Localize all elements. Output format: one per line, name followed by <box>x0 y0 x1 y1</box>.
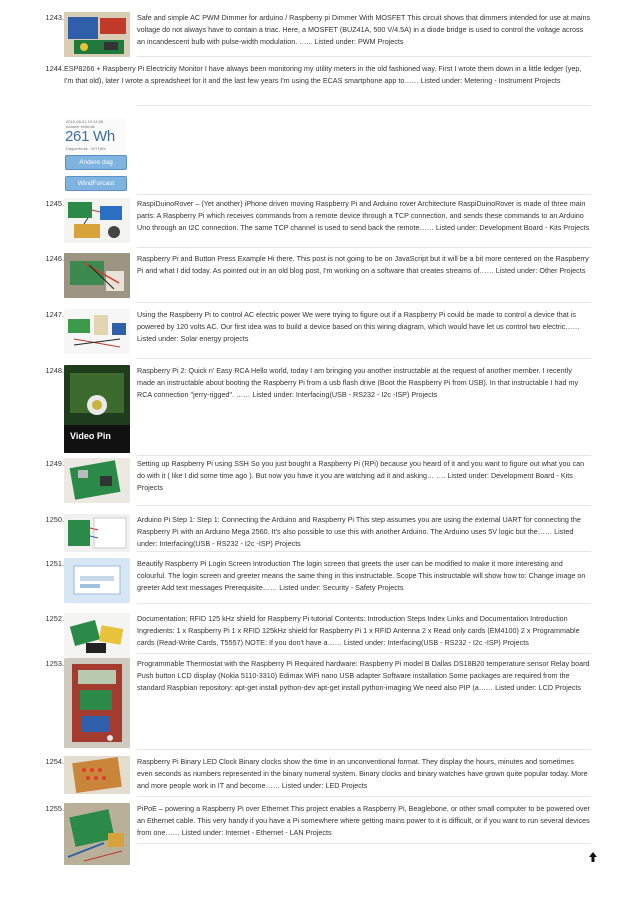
entry-number: 1246. <box>45 254 64 263</box>
project-thumbnail[interactable] <box>64 558 130 603</box>
project-thumbnail[interactable] <box>64 253 130 298</box>
separator <box>137 749 591 750</box>
separator <box>137 247 591 248</box>
wind-forecast-button[interactable]: WindForcast <box>65 176 127 191</box>
entry-description: Raspberry Pi 2: Quick n' Easy RCA Hello world, today I am bringing you another instructable at the request of another member. I recently made an instructable about booting the Raspberry Pi from a usb flash drive (Boot the Raspberry Pi from USB). In that instructable I had my RCA connection "jerry-rigged". …… Listed under: Interfacing(USB - RS232 - I2c -ISP) Projects <box>137 366 579 399</box>
power-timestamp: 2015-08-01 19:13:58 <box>66 119 104 124</box>
separator <box>137 455 591 456</box>
power-caption: Actueel verbruik <box>66 124 95 129</box>
separator <box>137 653 591 654</box>
entry-number: 1248. <box>45 366 64 375</box>
entry-number: 1249. <box>45 459 64 468</box>
entry-description: Beautify Raspberry Pi Login Screen Introduction The login screen that greets the user can be modified to make it more interesting and colourful. The login screen and greeter means the same thing in this instructable. Scope This instructable will show how to: Change image on greeter Add text messages Prerequisite…… Listed under: Security - Safety Projects <box>137 559 586 592</box>
entry-description: Arduino Pi Step 1: Step 1: Connecting the Arduino and Raspberry Pi This step assumes you are using the external UART for connecting the Raspberry Pi with an Arduino Mega 2560. It's also possible to use this with another Arduino. The Arduino uses 5V logic but the…… Listed under: Interfacing(USB - RS232 - I2c -ISP) Projects <box>137 515 581 548</box>
entry-description: Safe and simple AC PWM Dimmer for arduino / Raspberry pi Dimmer With MOSFET This circuit shows that dimmers intended for use at mains voltage do not always have to contain a triac. Here, a MOSFET (BUZ41A, 500 V/4.5A) in a diode bridge is used to control the voltage across an incandescent bulb with pulse-width modulation. …... Listed under: PWM Projects <box>137 13 591 46</box>
project-thumbnail[interactable] <box>64 309 130 354</box>
project-thumbnail[interactable] <box>64 756 130 794</box>
project-thumbnail[interactable] <box>64 514 130 552</box>
project-thumbnail[interactable] <box>64 613 130 658</box>
project-thumbnail[interactable] <box>64 458 130 503</box>
entry-description: ESP8266 + Raspberry Pi Electricity Monitor I have always been monitoring my utility meters in the old fashioned way. First I wrote them down in a little ledger (yep, I'm that old), later I wrote a spreadsheet for it and the last few years I'm using the ECAS smartphone app to…… Listed under: Metering - Instrument Projects <box>64 64 582 85</box>
project-thumbnail[interactable] <box>64 365 130 453</box>
project-thumbnail[interactable] <box>64 12 130 57</box>
separator <box>137 56 591 57</box>
entry-description: Setting up Raspberry Pi using SSH So you just bought a Raspberry Pi (RPi) because you heard of it and you want to figure out what you can do with it ( like I did some time ago ). But now you have it you are watching ad it and asking… …. Listed under: Development Board - Kits Projects <box>137 459 585 492</box>
separator <box>137 551 591 552</box>
power-reading: 261 Wh <box>65 128 115 145</box>
other-day-button[interactable]: Andere dag <box>65 155 127 170</box>
entry-description: Using the Raspberry Pi to control AC electric power We were trying to figure out if a Raspberry Pi could be made to control a device that is powered by 120 volts AC. Our first idea was to build a device based on this wiring diagram, which would have let us control two electric…… Listed under: Solar energy projects <box>137 310 580 343</box>
entry-description: PiPoE – powering a Raspberry Pi over Ethernet This project enables a Raspberry Pi, Beaglebone, or other small computer to be powered over an Ethernet cable. This very handy if you have a Pi somewhere where getting mains power to it is difficult, or if you want to run several devices from one…… Listed under: Internet - Ethernet - LAN Projects <box>137 804 590 837</box>
entry-number: 1252. <box>45 614 64 623</box>
separator <box>137 302 591 303</box>
entry-number: 1244. <box>45 64 64 73</box>
entry-description: Documentation: RFID 125 kHz shield for Raspberry Pi tutorial Contents: Introduction Steps Index Links and Documentation Introduction Ingredients: 1 x Raspberry Pi 1 x RFID 125kHz shield for Raspberry Pi 1 x RFID Antenna 2 x Read only cards (EM4100) 2 x Programmable cards (Read-Write Cards, T5557) NOTE: If you don't have a…… Listed under: Interfacing(USB - RS232 - I2c -ISP) Projects <box>137 614 580 647</box>
entry-number: 1245. <box>45 199 64 208</box>
entry-number: 1247. <box>45 310 64 319</box>
entry-number: 1255. <box>45 804 64 813</box>
project-thumbnail[interactable] <box>64 198 130 243</box>
entry-description: Raspberry Pi and Button Press Example Hi there. This post is not going to be on JavaScript but it will be a bit more centered on the Raspberry Pi and what I did today. As pointed out in an old blog post, I'm working on a software that creates streams of…… Listed under: Other Projects <box>137 254 589 275</box>
entry-number: 1243. <box>45 13 64 22</box>
arrow-up-icon[interactable] <box>588 850 598 862</box>
entry-description: RaspiDuinoRover – (Yet another) iPhone driven moving Raspberry Pi and Arduino rover Architecture RaspiDuinoRover is made of three main parts: A Raspberry Pi which receives commands from a remote device through a TCP connection, and sends these commands to an Arduino Uno through an I2C connection. The same TCP channel is used to send back the remote…… Listed under: Development Board - Kits Projects <box>137 199 590 232</box>
entry-number: 1254. <box>45 757 64 766</box>
separator <box>137 194 591 195</box>
separator <box>137 796 591 797</box>
separator <box>137 505 591 506</box>
separator <box>137 603 591 604</box>
project-thumbnail[interactable] <box>64 803 130 865</box>
entry-description: Raspberry Pi Binary LED Clock Binary clocks show the time in an unconventional format. They display the hours, minutes and sometimes even seconds as numbers represented in the binary numeral system. Binary clocks and binary watches have grown quite popular today. More and more people work in IT and become…… Listed under: LED Projects <box>137 757 588 790</box>
separator <box>137 843 591 844</box>
entry-number: 1251. <box>45 559 64 568</box>
separator <box>137 105 591 106</box>
entry-description: Programmable Thermostat with the Raspberry Pi Required hardware: Raspberry Pi model B Dallas DS18B20 temperature sensor Relay board Push button LCD display (Nokia 5110-3310) Edimax WiFi nano USB adapter Software installation Some packages are required from the standard Raspbian repository: apt-get install python-dev apt-get install python-imaging We need also PIP (a…… Listed under: LCD Projects <box>137 659 590 692</box>
power-footer: Dagverbruik : 2071Wh <box>66 146 106 151</box>
svg-text:Video Pin: Video Pin <box>70 431 111 441</box>
entry-number: 1250. <box>45 515 64 524</box>
power-monitor-screenshot[interactable] <box>64 118 126 192</box>
separator <box>137 358 591 359</box>
project-thumbnail[interactable] <box>64 658 130 748</box>
entry-number: 1253. <box>45 659 64 668</box>
